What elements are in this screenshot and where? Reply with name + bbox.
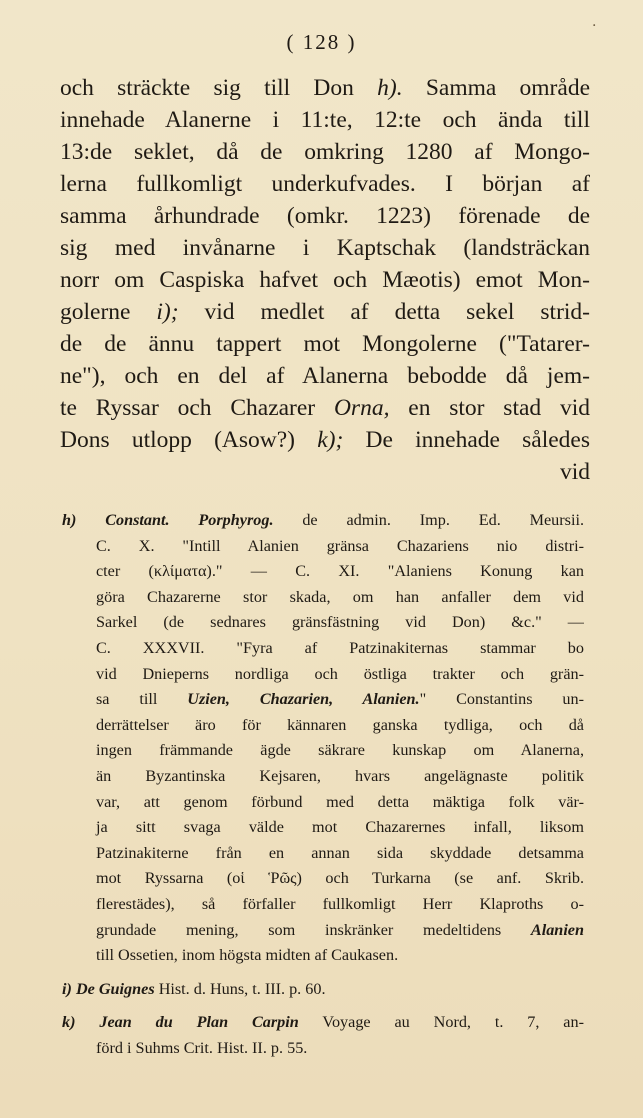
text-run: Sarkel (de sednares gränsfästning vid Don) &c." — [96,613,584,632]
text-line [60,392,590,424]
text-run: De innehade således [343,427,590,453]
text-line [60,296,590,328]
italic-run: k); [317,427,344,453]
text-line [60,360,590,392]
text-run: vid [559,459,590,485]
text-run: ne"), och en del af Alanerna bebodde då jem- [60,363,590,389]
text-run: samma århundrade (omkr. 1223) förenade de [60,203,590,229]
text-run: ja sitt svaga välde mot Chazarernes infall, liksom [96,818,584,837]
text-run: Voyage au Nord, t. 7, an- [298,1013,584,1032]
footnote-line [62,713,584,739]
bold-italic-run: Constant. Porphyrog. [105,511,274,529]
footnote-line [62,815,584,841]
footnote-line [62,738,584,764]
text-run: de de ännu tappert mot Mongolerne ("Tatarer- [60,331,590,357]
text-line [60,72,590,104]
page-number: ( 128 ) [286,30,357,54]
footnote-line [62,1036,584,1062]
text-line [60,136,590,168]
text-run: 13:de seklet, då de omkring 1280 af Mongo- [60,139,590,165]
text-run: te Ryssar och Chazarer [60,395,334,421]
text-run: var, att genom förbund med detta mäktiga folk vär- [96,792,584,811]
text-run: Hist. d. Huns, t. III. p. 60. [154,979,326,998]
text-run: Patzinakiterne från en annan sida skyddade detsamma [96,843,584,862]
text-run: sig med invånarne i Kaptschak (landsträckan [60,235,590,261]
text-run: norr om Caspiska hafvet och Mæotis) emot Mon- [60,267,590,293]
text-run: grundade mening, som inskränker medeltidens [96,920,531,939]
text-run: innehade Alanerne i 11:te, 12:te och ända till [60,107,590,133]
text-line [60,328,590,360]
text-run: göra Chazarerne stor skada, om han anfaller dem vid [96,587,584,606]
text-run: och sträckte sig till Don [60,75,378,101]
footnote [62,508,584,969]
footnote-marker: h) [62,511,106,529]
footnote [62,1010,584,1061]
text-line [60,200,590,232]
italic-run: i); [156,299,179,325]
text-line [60,264,590,296]
footnote-line [62,892,584,918]
text-run: en stor stad vid [389,395,590,421]
footnote-marker: i) [62,979,76,998]
text-line [60,424,590,456]
text-run: Samma område [402,75,590,101]
text-line [60,168,590,200]
footnote-line [62,841,584,867]
footnote-line [62,1010,584,1036]
footnote-line [62,918,584,944]
footnote-line [62,687,584,713]
footnote-line [62,585,584,611]
footnote-line [62,943,584,969]
text-run: de admin. Imp. Ed. Meursii. [273,511,584,529]
footnote-line [62,662,584,688]
footnote-line [62,866,584,892]
text-run: vid medlet af detta sekel strid- [178,299,590,325]
italic-run: Orna, [333,395,390,421]
footnote-line [62,610,584,636]
text-run: till Ossetien, inom högsta midten af Caukasen. [96,946,399,965]
text-run: C. X. "Intill Alanien gränsa Chazariens nio distri- [96,536,584,555]
footnote-marker: k) [62,1013,100,1032]
footnote-line [62,764,584,790]
footnote-line [62,508,584,534]
footnote-line [62,636,584,662]
bold-italic-run: Uzien, Chazarien, Alanien. [187,690,420,709]
text-run: förd i Suhms Crit. Hist. II. p. 55. [96,1038,308,1057]
text-run: ingen främmande ägde säkrare kunskap om Alanerna, [96,741,584,760]
footnote-line [62,977,584,1003]
footnotes-block [62,508,584,1069]
bold-italic-run: Jean du Plan Carpin [99,1013,299,1032]
text-run: C. XXXVII. "Fyra af Patzinakiternas stammar bo [96,638,584,657]
text-run: Dons utlopp (Asow?) [60,427,318,453]
text-line [60,232,590,264]
bold-italic-run: De Guignes [75,979,155,998]
text-line [60,456,590,488]
text-run: vid Dnieperns nordliga och östliga trakter och grän- [96,664,584,683]
text-run: mot Ryssarna (οἱ Ῥῶς) och Turkarna (se anf. Skrib. [96,869,584,888]
text-run: sa till [96,690,188,709]
footnote-line [62,534,584,560]
footnote-line [62,559,584,585]
corner-mark: · [592,18,597,34]
footnote-line [62,790,584,816]
text-run: " Constantins un- [419,690,584,709]
text-run: cter (κλίματα)." — C. XI. "Alaniens Konung kan [96,562,584,581]
italic-run: h). [377,75,403,101]
text-run: golerne [60,299,157,325]
text-run: derrättelser äro för kännaren ganska tydliga, och då [96,715,584,734]
bold-italic-run: Alanien [530,920,584,939]
main-text-block [60,72,590,488]
text-line [60,104,590,136]
text-run: lerna fullkomligt underkufvades. I början af [60,171,590,197]
text-run: än Byzantinska Kejsaren, hvars angelägnaste politik [96,766,584,785]
footnote [62,977,584,1003]
text-run: flerestädes), så förfaller fullkomligt Herr Klaproths o- [96,894,584,913]
